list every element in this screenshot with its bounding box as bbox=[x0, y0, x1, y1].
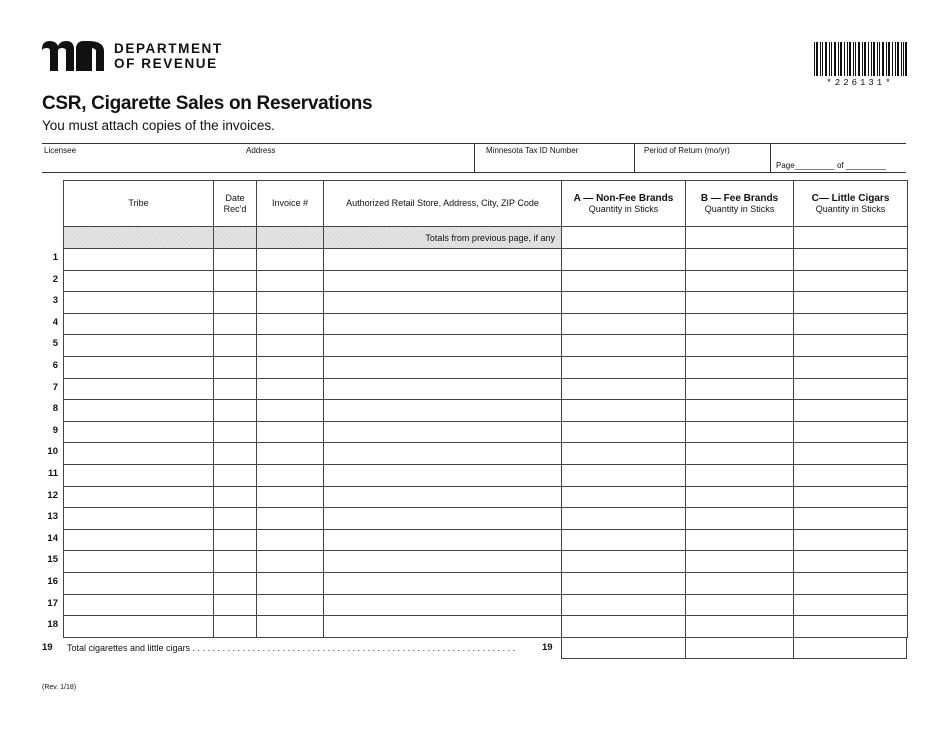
store-field[interactable] bbox=[324, 313, 562, 335]
date-field[interactable] bbox=[214, 594, 257, 616]
address-label: Address bbox=[246, 146, 276, 155]
non-fee-qty-field[interactable] bbox=[562, 421, 686, 443]
little-cigars-qty-field[interactable] bbox=[794, 313, 908, 335]
totals-row bbox=[42, 637, 907, 659]
row-number: 5 bbox=[52, 338, 58, 350]
tribe-field[interactable] bbox=[64, 249, 214, 271]
invoice-field[interactable] bbox=[257, 270, 324, 292]
fee-qty-field[interactable] bbox=[686, 400, 794, 422]
invoice-field[interactable] bbox=[257, 313, 324, 335]
date-field[interactable] bbox=[214, 335, 257, 357]
department-name bbox=[114, 41, 223, 71]
licensee-label: Licensee bbox=[44, 146, 77, 155]
store-field[interactable] bbox=[324, 378, 562, 400]
invoice-field[interactable] bbox=[257, 335, 324, 357]
invoice-field[interactable] bbox=[257, 529, 324, 551]
table-row bbox=[64, 443, 908, 465]
invoice-field[interactable] bbox=[257, 400, 324, 422]
store-field[interactable] bbox=[324, 270, 562, 292]
header-divider bbox=[770, 144, 771, 172]
fee-qty-field[interactable] bbox=[686, 529, 794, 551]
barcode-number: *226131* bbox=[826, 78, 894, 88]
table-row bbox=[64, 292, 908, 314]
barcode bbox=[812, 42, 908, 92]
little-cigars-qty-field[interactable] bbox=[794, 292, 908, 314]
table-row bbox=[64, 335, 908, 357]
fee-qty-field[interactable] bbox=[686, 594, 794, 616]
non-fee-qty-field[interactable] bbox=[562, 529, 686, 551]
total-c-field[interactable] bbox=[793, 637, 907, 659]
tribe-field[interactable] bbox=[64, 400, 214, 422]
invoice-field[interactable] bbox=[257, 594, 324, 616]
row-number: 3 bbox=[52, 295, 58, 307]
tribe-field[interactable] bbox=[64, 292, 214, 314]
table-row bbox=[64, 594, 908, 616]
table-row bbox=[64, 421, 908, 443]
row-number: 8 bbox=[52, 403, 58, 415]
date-field[interactable] bbox=[214, 572, 257, 594]
table-row bbox=[64, 551, 908, 573]
little-cigars-qty-field[interactable] bbox=[794, 551, 908, 573]
date-field[interactable] bbox=[214, 443, 257, 465]
store-field[interactable] bbox=[324, 529, 562, 551]
shaded-cell bbox=[214, 227, 257, 249]
col-date-line2: Rec'd bbox=[223, 203, 247, 214]
row-number: 9 bbox=[52, 424, 58, 436]
tribe-field[interactable] bbox=[64, 378, 214, 400]
tribe-field[interactable] bbox=[64, 529, 214, 551]
date-field[interactable] bbox=[214, 249, 257, 271]
prev-total-c[interactable] bbox=[794, 227, 908, 249]
invoice-field[interactable] bbox=[257, 378, 324, 400]
little-cigars-qty-field[interactable] bbox=[794, 400, 908, 422]
form-title: CSR, Cigarette Sales on Reservations bbox=[42, 93, 373, 114]
tribe-field[interactable] bbox=[64, 594, 214, 616]
row-number: 6 bbox=[52, 359, 58, 371]
date-field[interactable] bbox=[214, 270, 257, 292]
date-field[interactable] bbox=[214, 529, 257, 551]
non-fee-qty-field[interactable] bbox=[562, 616, 686, 638]
invoice-field[interactable] bbox=[257, 443, 324, 465]
barcode-icon bbox=[812, 42, 908, 78]
store-field[interactable] bbox=[324, 356, 562, 378]
prev-total-a[interactable] bbox=[562, 227, 686, 249]
date-field[interactable] bbox=[214, 486, 257, 508]
revision-note: (Rev. 1/18) bbox=[42, 684, 77, 691]
non-fee-qty-field[interactable] bbox=[562, 249, 686, 271]
row-number: 17 bbox=[47, 597, 58, 609]
little-cigars-qty-field[interactable] bbox=[794, 529, 908, 551]
date-field[interactable] bbox=[214, 616, 257, 638]
totals-line-number-right: 19 bbox=[542, 642, 553, 653]
date-field[interactable] bbox=[214, 551, 257, 573]
tribe-field[interactable] bbox=[64, 464, 214, 486]
tax-id-label: Minnesota Tax ID Number bbox=[486, 146, 579, 155]
store-field[interactable] bbox=[324, 443, 562, 465]
non-fee-qty-field[interactable] bbox=[562, 292, 686, 314]
invoice-field[interactable] bbox=[257, 292, 324, 314]
date-field[interactable] bbox=[214, 508, 257, 530]
fee-qty-field[interactable] bbox=[686, 421, 794, 443]
col-c-title: C— Little Cigars bbox=[811, 192, 890, 204]
tribe-field[interactable] bbox=[64, 508, 214, 530]
store-field[interactable] bbox=[324, 400, 562, 422]
store-field[interactable] bbox=[324, 616, 562, 638]
tribe-field[interactable] bbox=[64, 270, 214, 292]
fee-qty-field[interactable] bbox=[686, 486, 794, 508]
fee-qty-field[interactable] bbox=[686, 249, 794, 271]
store-field[interactable] bbox=[324, 249, 562, 271]
little-cigars-qty-field[interactable] bbox=[794, 356, 908, 378]
little-cigars-qty-field[interactable] bbox=[794, 486, 908, 508]
row-number: 1 bbox=[52, 252, 58, 263]
store-field[interactable] bbox=[324, 551, 562, 573]
col-invoice: Invoice # bbox=[257, 181, 324, 227]
store-field[interactable] bbox=[324, 508, 562, 530]
col-little-cigars bbox=[794, 181, 908, 227]
col-tribe: Tribe bbox=[64, 181, 214, 227]
row-number: 11 bbox=[47, 467, 58, 479]
little-cigars-qty-field[interactable] bbox=[794, 616, 908, 638]
table-row bbox=[64, 270, 908, 292]
non-fee-qty-field[interactable] bbox=[562, 486, 686, 508]
shaded-cell bbox=[64, 227, 214, 249]
date-field[interactable] bbox=[214, 464, 257, 486]
tribe-field[interactable] bbox=[64, 486, 214, 508]
table-row bbox=[64, 486, 908, 508]
row-number: 13 bbox=[47, 511, 58, 523]
col-b-title: B — Fee Brands bbox=[700, 192, 779, 204]
table-row bbox=[64, 400, 908, 422]
table-row bbox=[64, 356, 908, 378]
row-number: 14 bbox=[47, 532, 58, 544]
store-field[interactable] bbox=[324, 486, 562, 508]
fee-qty-field[interactable] bbox=[686, 378, 794, 400]
table-row bbox=[64, 313, 908, 335]
tribe-field[interactable] bbox=[64, 616, 214, 638]
row-number: 18 bbox=[47, 619, 58, 631]
table-row bbox=[64, 508, 908, 530]
col-a-title: A — Non-Fee Brands bbox=[573, 192, 674, 204]
invoice-field[interactable] bbox=[257, 486, 324, 508]
little-cigars-qty-field[interactable] bbox=[794, 443, 908, 465]
row-numbers bbox=[38, 247, 58, 636]
page-of-field[interactable]: Page_________ of _________ bbox=[776, 161, 886, 170]
row-number: 12 bbox=[47, 489, 58, 501]
table-row bbox=[64, 572, 908, 594]
department-logo bbox=[42, 41, 232, 73]
totals-line-number: 19 bbox=[42, 642, 53, 653]
non-fee-qty-field[interactable] bbox=[562, 572, 686, 594]
non-fee-qty-field[interactable] bbox=[562, 270, 686, 292]
invoice-field[interactable] bbox=[257, 616, 324, 638]
table-row bbox=[64, 249, 908, 271]
tribe-field[interactable] bbox=[64, 356, 214, 378]
prev-totals-label: Totals from previous page, if any bbox=[324, 227, 562, 249]
date-field[interactable] bbox=[214, 313, 257, 335]
period-label: Period of Return (mo/yr) bbox=[644, 146, 730, 155]
little-cigars-qty-field[interactable] bbox=[794, 249, 908, 271]
non-fee-qty-field[interactable] bbox=[562, 356, 686, 378]
fee-qty-field[interactable] bbox=[686, 572, 794, 594]
tribe-field[interactable] bbox=[64, 313, 214, 335]
little-cigars-qty-field[interactable] bbox=[794, 421, 908, 443]
col-store: Authorized Retail Store, Address, City, ZIP Code bbox=[324, 181, 562, 227]
non-fee-qty-field[interactable] bbox=[562, 464, 686, 486]
store-field[interactable] bbox=[324, 572, 562, 594]
non-fee-qty-field[interactable] bbox=[562, 551, 686, 573]
col-c-sub: Quantity in Sticks bbox=[815, 203, 886, 214]
date-field[interactable] bbox=[214, 378, 257, 400]
col-b-sub: Quantity in Sticks bbox=[704, 203, 775, 214]
tribe-field[interactable] bbox=[64, 572, 214, 594]
header-divider bbox=[474, 144, 475, 172]
form-subtitle: You must attach copies of the invoices. bbox=[42, 118, 275, 133]
col-fee-brands bbox=[686, 181, 794, 227]
fee-qty-field[interactable] bbox=[686, 616, 794, 638]
table-row bbox=[64, 616, 908, 638]
logo-line-1: DEPARTMENT bbox=[114, 41, 223, 56]
total-b-field[interactable] bbox=[685, 637, 794, 659]
store-field[interactable] bbox=[324, 292, 562, 314]
fee-qty-field[interactable] bbox=[686, 551, 794, 573]
little-cigars-qty-field[interactable] bbox=[794, 572, 908, 594]
col-date-received bbox=[214, 181, 257, 227]
table-row bbox=[64, 529, 908, 551]
tribe-field[interactable] bbox=[64, 443, 214, 465]
sales-grid bbox=[63, 180, 907, 638]
store-field[interactable] bbox=[324, 464, 562, 486]
row-number: 10 bbox=[47, 446, 58, 458]
row-number: 16 bbox=[47, 575, 58, 587]
invoice-field[interactable] bbox=[257, 464, 324, 486]
tribe-field[interactable] bbox=[64, 421, 214, 443]
tribe-field[interactable] bbox=[64, 335, 214, 357]
col-non-fee-brands bbox=[562, 181, 686, 227]
little-cigars-qty-field[interactable] bbox=[794, 378, 908, 400]
store-field[interactable] bbox=[324, 421, 562, 443]
header-divider bbox=[634, 144, 635, 172]
non-fee-qty-field[interactable] bbox=[562, 313, 686, 335]
non-fee-qty-field[interactable] bbox=[562, 335, 686, 357]
logo-line-2: OF REVENUE bbox=[114, 56, 218, 71]
invoice-field[interactable] bbox=[257, 356, 324, 378]
invoice-field[interactable] bbox=[257, 249, 324, 271]
date-field[interactable] bbox=[214, 356, 257, 378]
invoice-field[interactable] bbox=[257, 551, 324, 573]
row-number: 2 bbox=[52, 273, 58, 285]
date-field[interactable] bbox=[214, 421, 257, 443]
shaded-cell bbox=[257, 227, 324, 249]
row-number: 7 bbox=[52, 381, 58, 393]
fee-qty-field[interactable] bbox=[686, 335, 794, 357]
invoice-field[interactable] bbox=[257, 421, 324, 443]
fee-qty-field[interactable] bbox=[686, 292, 794, 314]
date-field[interactable] bbox=[214, 400, 257, 422]
little-cigars-qty-field[interactable] bbox=[794, 508, 908, 530]
non-fee-qty-field[interactable] bbox=[562, 508, 686, 530]
fee-qty-field[interactable] bbox=[686, 508, 794, 530]
little-cigars-qty-field[interactable] bbox=[794, 270, 908, 292]
invoice-field[interactable] bbox=[257, 508, 324, 530]
non-fee-qty-field[interactable] bbox=[562, 400, 686, 422]
store-field[interactable] bbox=[324, 594, 562, 616]
fee-qty-field[interactable] bbox=[686, 356, 794, 378]
date-field[interactable] bbox=[214, 292, 257, 314]
row-number: 15 bbox=[47, 554, 58, 566]
mn-logo-icon bbox=[42, 41, 104, 71]
col-a-sub: Quantity in Sticks bbox=[588, 203, 659, 214]
non-fee-qty-field[interactable] bbox=[562, 594, 686, 616]
fee-qty-field[interactable] bbox=[686, 270, 794, 292]
store-field[interactable] bbox=[324, 335, 562, 357]
fee-qty-field[interactable] bbox=[686, 443, 794, 465]
fee-qty-field[interactable] bbox=[686, 464, 794, 486]
header-fields bbox=[42, 143, 906, 173]
non-fee-qty-field[interactable] bbox=[562, 443, 686, 465]
tribe-field[interactable] bbox=[64, 551, 214, 573]
little-cigars-qty-field[interactable] bbox=[794, 464, 908, 486]
non-fee-qty-field[interactable] bbox=[562, 378, 686, 400]
col-date-line1: Date bbox=[225, 192, 245, 203]
row-number: 4 bbox=[52, 316, 58, 328]
fee-qty-field[interactable] bbox=[686, 313, 794, 335]
little-cigars-qty-field[interactable] bbox=[794, 335, 908, 357]
totals-label: Total cigarettes and little cigars . . . . . . . . . . . . . . . . . . . . . . . . . . . . . . . . . . . . . . . . . . . . . . . . . . . . . . . . . . . . . . . . . bbox=[67, 643, 516, 653]
table-row bbox=[64, 464, 908, 486]
table-row bbox=[64, 378, 908, 400]
total-a-field[interactable] bbox=[561, 637, 686, 659]
prev-total-b[interactable] bbox=[686, 227, 794, 249]
little-cigars-qty-field[interactable] bbox=[794, 594, 908, 616]
invoice-field[interactable] bbox=[257, 572, 324, 594]
